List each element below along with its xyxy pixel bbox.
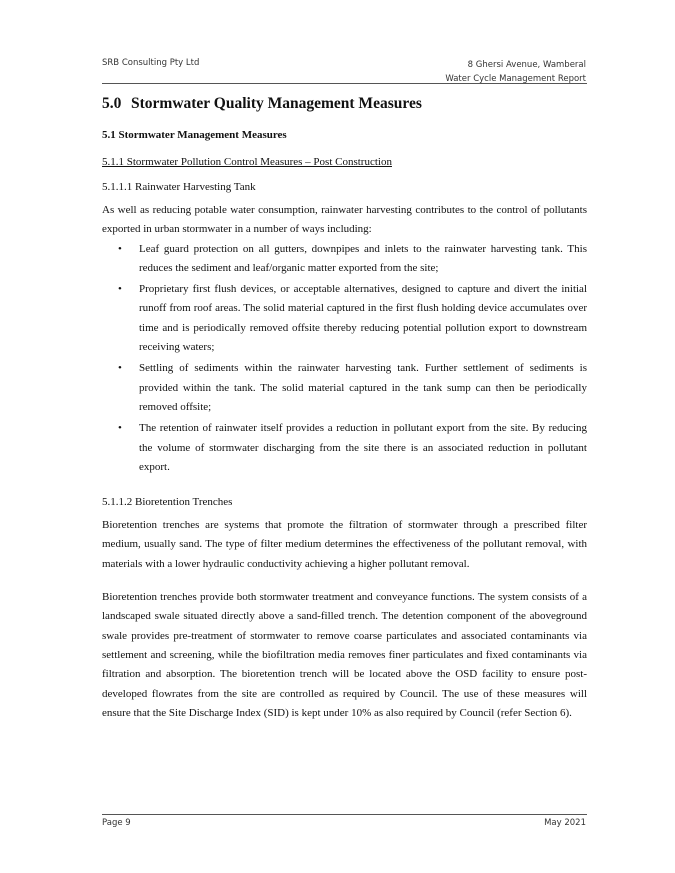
list-item (102, 280, 587, 357)
section-number: 5.0 (102, 95, 122, 112)
header-report-title: Water Cycle Management Report (445, 74, 586, 84)
section-title: Stormwater Quality Management Measures (131, 95, 422, 112)
bullet-marker: • (118, 242, 122, 255)
bullet-marker: • (118, 283, 122, 296)
bullet-marker: • (118, 422, 122, 435)
footer-rule (102, 814, 587, 815)
rainwater-intro: As well as reducing potable water consumption, rainwater harvesting contributes to the control of pollutants exported in urban stormwater in a number of ways including: (102, 204, 587, 236)
list-item (102, 359, 587, 417)
bioretention-heading: 5.1.1.2 Bioretention Trenches (102, 496, 233, 509)
subsection-heading-5-1: 5.1 Stormwater Management Measures (102, 129, 287, 141)
list-item (102, 419, 587, 477)
list-item-text: Settling of sediments within the rainwater harvesting tank. Further settlement of sediments is provided within the tank. The solid material captured in the tank sump can then be periodically removed offsite; (139, 362, 587, 413)
bioretention-paragraph-2: Bioretention trenches provide both stormwater treatment and conveyance functions. The system consists of a landscaped swale situated directly above a sand-filled trench. The detention component of the aboveground swale provides pre-treatment of stormwater to remove coarse particulates and associated contaminants via settlement and screening, while the biofiltration media removes finer particulates and fixed contaminants via filtration and absorption. The bioretention trench will be located above the OSD facility to ensure post-developed flowrates from the site are controlled as required by Council. The use of these measures will ensure that the Site Discharge Index (SID) is kept under 10% as also required by Council (refer Section 6). (102, 591, 587, 719)
list-item-text: The retention of rainwater itself provides a reduction in pollutant export from the site. By reducing the volume of stormwater discharging from the site there is an associated reduction in pollutant export. (139, 422, 587, 473)
header-address: 8 Ghersi Avenue, Wamberal (467, 60, 586, 70)
page-content (102, 94, 587, 723)
bioretention-paragraph-1: Bioretention trenches are systems that promote the filtration of stormwater through a prescribed filter medium, usually sand. The type of filter medium determines the effectiveness of the pollutant removal, with materials with a lower hydraulic conductivity achieving a higher pollutant removal. (102, 519, 587, 570)
header-company: SRB Consulting Pty Ltd (102, 58, 200, 68)
header-rule (102, 83, 587, 84)
footer-date: May 2021 (544, 818, 586, 828)
section-heading (102, 94, 587, 114)
footer-page-number: Page 9 (102, 818, 131, 828)
list-item (102, 240, 587, 279)
list-item-text: Leaf guard protection on all gutters, downpipes and inlets to the rainwater harvesting tank. This reduces the sediment and leaf/organic matter exported from the site; (139, 242, 587, 274)
subsection-heading-5-1-1: 5.1.1 Stormwater Pollution Control Measures – Post Construction (102, 156, 392, 168)
bullet-marker: • (118, 362, 122, 375)
list-item-text: Proprietary first flush devices, or acceptable alternatives, designed to capture and divert the initial runoff from roof areas. The solid material captured in the first flush holding device accumulates over time and is periodically removed offsite thereby reducing potential pollution export to downstream receiving waters; (139, 283, 587, 354)
rainwater-heading: 5.1.1.1 Rainwater Harvesting Tank (102, 181, 256, 193)
header-right (445, 58, 586, 86)
rainwater-bullet-list (102, 240, 587, 478)
